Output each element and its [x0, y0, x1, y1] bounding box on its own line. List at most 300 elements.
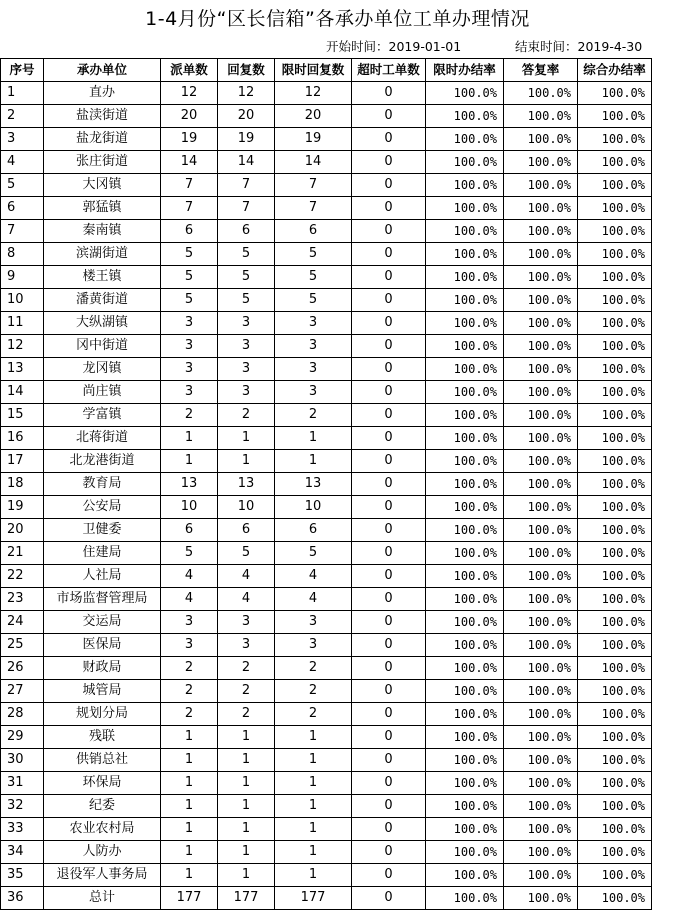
table-row: [1, 726, 652, 749]
cell-dispatched: 5: [161, 542, 218, 565]
cell-timely-replied: 177: [275, 887, 352, 910]
cell-replied: 20: [218, 105, 275, 128]
cell-timely-close-rate: 100.0%: [426, 82, 504, 105]
cell-reply-rate: 100.0%: [504, 634, 578, 657]
cell-overall-close-rate: 100.0%: [578, 174, 652, 197]
cell-replied: 5: [218, 266, 275, 289]
cell-reply-rate: 100.0%: [504, 795, 578, 818]
cell-reply-rate: 100.0%: [504, 703, 578, 726]
cell-overall-close-rate: 100.0%: [578, 680, 652, 703]
cell-timely-replied: 10: [275, 496, 352, 519]
cell-timely-replied: 1: [275, 450, 352, 473]
header-index: 序号: [1, 59, 44, 82]
cell-overall-close-rate: 100.0%: [578, 726, 652, 749]
cell-overdue: 0: [352, 82, 426, 105]
cell-timely-replied: 3: [275, 335, 352, 358]
cell-timely-replied: 3: [275, 358, 352, 381]
cell-overdue: 0: [352, 565, 426, 588]
cell-overall-close-rate: 100.0%: [578, 197, 652, 220]
table-row: [1, 450, 652, 473]
cell-overall-close-rate: 100.0%: [578, 818, 652, 841]
cell-timely-close-rate: 100.0%: [426, 611, 504, 634]
table-row: [1, 151, 652, 174]
cell-overall-close-rate: 100.0%: [578, 450, 652, 473]
cell-reply-rate: 100.0%: [504, 611, 578, 634]
cell-timely-close-rate: 100.0%: [426, 657, 504, 680]
header-replied: 回复数: [218, 59, 275, 82]
cell-overdue: 0: [352, 404, 426, 427]
cell-timely-replied: 5: [275, 266, 352, 289]
start-date-value: 2019-01-01: [388, 39, 462, 54]
cell-timely-replied: 3: [275, 634, 352, 657]
cell-timely-close-rate: 100.0%: [426, 634, 504, 657]
cell-overdue: 0: [352, 151, 426, 174]
cell-replied: 6: [218, 519, 275, 542]
cell-replied: 1: [218, 841, 275, 864]
cell-index: 11: [1, 312, 44, 335]
cell-dispatched: 4: [161, 588, 218, 611]
cell-unit: 规划分局: [44, 703, 161, 726]
table-row: [1, 887, 652, 910]
cell-dispatched: 3: [161, 381, 218, 404]
cell-replied: 1: [218, 864, 275, 887]
table-row: [1, 289, 652, 312]
cell-timely-close-rate: 100.0%: [426, 289, 504, 312]
cell-unit: 卫健委: [44, 519, 161, 542]
cell-dispatched: 5: [161, 266, 218, 289]
cell-overall-close-rate: 100.0%: [578, 335, 652, 358]
cell-timely-replied: 5: [275, 542, 352, 565]
cell-unit: 医保局: [44, 634, 161, 657]
cell-reply-rate: 100.0%: [504, 404, 578, 427]
cell-unit: 教育局: [44, 473, 161, 496]
cell-timely-close-rate: 100.0%: [426, 887, 504, 910]
cell-reply-rate: 100.0%: [504, 657, 578, 680]
cell-index: 8: [1, 243, 44, 266]
cell-overdue: 0: [352, 243, 426, 266]
cell-overall-close-rate: 100.0%: [578, 565, 652, 588]
cell-index: 33: [1, 818, 44, 841]
cell-timely-replied: 1: [275, 841, 352, 864]
cell-timely-replied: 13: [275, 473, 352, 496]
cell-overall-close-rate: 100.0%: [578, 427, 652, 450]
cell-timely-close-rate: 100.0%: [426, 772, 504, 795]
cell-dispatched: 14: [161, 151, 218, 174]
cell-overall-close-rate: 100.0%: [578, 519, 652, 542]
cell-replied: 3: [218, 335, 275, 358]
cell-index: 15: [1, 404, 44, 427]
cell-reply-rate: 100.0%: [504, 565, 578, 588]
cell-index: 17: [1, 450, 44, 473]
table-row: [1, 266, 652, 289]
cell-timely-replied: 20: [275, 105, 352, 128]
cell-timely-close-rate: 100.0%: [426, 818, 504, 841]
cell-overall-close-rate: 100.0%: [578, 657, 652, 680]
cell-unit: 秦南镇: [44, 220, 161, 243]
cell-index: 16: [1, 427, 44, 450]
cell-overall-close-rate: 100.0%: [578, 358, 652, 381]
cell-timely-replied: 1: [275, 427, 352, 450]
cell-dispatched: 3: [161, 611, 218, 634]
cell-overdue: 0: [352, 657, 426, 680]
cell-timely-close-rate: 100.0%: [426, 220, 504, 243]
cell-overdue: 0: [352, 772, 426, 795]
cell-dispatched: 3: [161, 312, 218, 335]
cell-unit: 退役军人事务局: [44, 864, 161, 887]
cell-index: 9: [1, 266, 44, 289]
table-row: [1, 565, 652, 588]
cell-unit: 大纵湖镇: [44, 312, 161, 335]
cell-index: 10: [1, 289, 44, 312]
cell-replied: 2: [218, 680, 275, 703]
cell-dispatched: 177: [161, 887, 218, 910]
cell-timely-close-rate: 100.0%: [426, 312, 504, 335]
cell-reply-rate: 100.0%: [504, 289, 578, 312]
cell-overdue: 0: [352, 887, 426, 910]
cell-overall-close-rate: 100.0%: [578, 795, 652, 818]
cell-dispatched: 19: [161, 128, 218, 151]
cell-index: 3: [1, 128, 44, 151]
cell-overall-close-rate: 100.0%: [578, 634, 652, 657]
cell-overdue: 0: [352, 197, 426, 220]
cell-replied: 3: [218, 611, 275, 634]
cell-timely-replied: 3: [275, 312, 352, 335]
cell-unit: 北蒋街道: [44, 427, 161, 450]
cell-unit: 大冈镇: [44, 174, 161, 197]
cell-reply-rate: 100.0%: [504, 128, 578, 151]
cell-reply-rate: 100.0%: [504, 381, 578, 404]
table-row: [1, 82, 652, 105]
cell-unit: 残联: [44, 726, 161, 749]
cell-replied: 1: [218, 772, 275, 795]
cell-replied: 7: [218, 197, 275, 220]
table-row: [1, 611, 652, 634]
cell-index: 23: [1, 588, 44, 611]
cell-timely-close-rate: 100.0%: [426, 496, 504, 519]
cell-replied: 3: [218, 381, 275, 404]
cell-reply-rate: 100.0%: [504, 726, 578, 749]
cell-timely-replied: 6: [275, 519, 352, 542]
cell-timely-replied: 5: [275, 243, 352, 266]
cell-replied: 7: [218, 174, 275, 197]
cell-timely-close-rate: 100.0%: [426, 841, 504, 864]
cell-timely-close-rate: 100.0%: [426, 151, 504, 174]
table-row: [1, 588, 652, 611]
cell-overdue: 0: [352, 841, 426, 864]
header-unit: 承办单位: [44, 59, 161, 82]
cell-dispatched: 3: [161, 335, 218, 358]
cell-overdue: 0: [352, 818, 426, 841]
table-row: [1, 358, 652, 381]
header-overall-close-rate: 综合办结率: [578, 59, 652, 82]
table-row: [1, 404, 652, 427]
cell-timely-close-rate: 100.0%: [426, 795, 504, 818]
cell-timely-close-rate: 100.0%: [426, 726, 504, 749]
cell-overdue: 0: [352, 450, 426, 473]
cell-index: 21: [1, 542, 44, 565]
cell-reply-rate: 100.0%: [504, 105, 578, 128]
cell-reply-rate: 100.0%: [504, 174, 578, 197]
cell-timely-replied: 5: [275, 289, 352, 312]
cell-overdue: 0: [352, 496, 426, 519]
cell-unit: 滨湖街道: [44, 243, 161, 266]
cell-dispatched: 12: [161, 82, 218, 105]
cell-unit: 财政局: [44, 657, 161, 680]
cell-replied: 6: [218, 220, 275, 243]
cell-overall-close-rate: 100.0%: [578, 588, 652, 611]
cell-replied: 5: [218, 289, 275, 312]
cell-overdue: 0: [352, 634, 426, 657]
cell-overdue: 0: [352, 289, 426, 312]
cell-unit: 供销总社: [44, 749, 161, 772]
cell-replied: 1: [218, 726, 275, 749]
cell-timely-replied: 7: [275, 174, 352, 197]
cell-overdue: 0: [352, 749, 426, 772]
cell-unit: 盐渎街道: [44, 105, 161, 128]
header-reply-rate: 答复率: [504, 59, 578, 82]
header-timely-close-rate: 限时办结率: [426, 59, 504, 82]
cell-unit: 张庄街道: [44, 151, 161, 174]
cell-timely-close-rate: 100.0%: [426, 105, 504, 128]
cell-dispatched: 1: [161, 841, 218, 864]
cell-unit: 人防办: [44, 841, 161, 864]
table-row: [1, 864, 652, 887]
cell-timely-close-rate: 100.0%: [426, 565, 504, 588]
cell-unit: 冈中街道: [44, 335, 161, 358]
cell-dispatched: 4: [161, 565, 218, 588]
cell-timely-replied: 1: [275, 818, 352, 841]
table-row: [1, 841, 652, 864]
start-date-line: [326, 37, 461, 57]
cell-index: 29: [1, 726, 44, 749]
cell-timely-close-rate: 100.0%: [426, 404, 504, 427]
table-row: [1, 473, 652, 496]
cell-reply-rate: 100.0%: [504, 496, 578, 519]
cell-overdue: 0: [352, 381, 426, 404]
cell-overall-close-rate: 100.0%: [578, 473, 652, 496]
table-row: [1, 105, 652, 128]
cell-index: 35: [1, 864, 44, 887]
table-row: [1, 519, 652, 542]
cell-dispatched: 1: [161, 864, 218, 887]
cell-index: 7: [1, 220, 44, 243]
cell-index: 20: [1, 519, 44, 542]
cell-timely-replied: 6: [275, 220, 352, 243]
cell-timely-close-rate: 100.0%: [426, 450, 504, 473]
cell-dispatched: 1: [161, 818, 218, 841]
table-row: [1, 680, 652, 703]
work-order-table: [0, 58, 652, 910]
cell-dispatched: 1: [161, 726, 218, 749]
cell-unit: 楼王镇: [44, 266, 161, 289]
cell-reply-rate: 100.0%: [504, 312, 578, 335]
cell-reply-rate: 100.0%: [504, 542, 578, 565]
cell-overall-close-rate: 100.0%: [578, 404, 652, 427]
cell-dispatched: 6: [161, 519, 218, 542]
cell-overdue: 0: [352, 680, 426, 703]
cell-overall-close-rate: 100.0%: [578, 864, 652, 887]
cell-dispatched: 3: [161, 358, 218, 381]
cell-timely-replied: 2: [275, 680, 352, 703]
table-row: [1, 427, 652, 450]
cell-replied: 3: [218, 358, 275, 381]
cell-overall-close-rate: 100.0%: [578, 243, 652, 266]
cell-unit: 人社局: [44, 565, 161, 588]
cell-index: 26: [1, 657, 44, 680]
cell-dispatched: 3: [161, 634, 218, 657]
cell-timely-close-rate: 100.0%: [426, 864, 504, 887]
cell-dispatched: 2: [161, 680, 218, 703]
cell-unit: 龙冈镇: [44, 358, 161, 381]
cell-unit: 郭猛镇: [44, 197, 161, 220]
cell-index: 28: [1, 703, 44, 726]
cell-unit: 纪委: [44, 795, 161, 818]
cell-timely-close-rate: 100.0%: [426, 335, 504, 358]
cell-dispatched: 2: [161, 657, 218, 680]
table-row: [1, 795, 652, 818]
cell-timely-close-rate: 100.0%: [426, 197, 504, 220]
cell-overall-close-rate: 100.0%: [578, 289, 652, 312]
table-body: [1, 82, 652, 910]
cell-index: 34: [1, 841, 44, 864]
cell-overall-close-rate: 100.0%: [578, 105, 652, 128]
cell-index: 32: [1, 795, 44, 818]
cell-replied: 3: [218, 312, 275, 335]
cell-dispatched: 5: [161, 289, 218, 312]
cell-replied: 10: [218, 496, 275, 519]
cell-overdue: 0: [352, 335, 426, 358]
cell-overall-close-rate: 100.0%: [578, 151, 652, 174]
cell-timely-replied: 19: [275, 128, 352, 151]
cell-overdue: 0: [352, 795, 426, 818]
table-row: [1, 312, 652, 335]
table-row: [1, 634, 652, 657]
cell-replied: 2: [218, 404, 275, 427]
cell-index: 30: [1, 749, 44, 772]
cell-timely-close-rate: 100.0%: [426, 703, 504, 726]
cell-replied: 1: [218, 818, 275, 841]
cell-replied: 13: [218, 473, 275, 496]
cell-reply-rate: 100.0%: [504, 519, 578, 542]
cell-replied: 1: [218, 450, 275, 473]
cell-timely-close-rate: 100.0%: [426, 381, 504, 404]
table-row: [1, 381, 652, 404]
cell-unit: 潘黄街道: [44, 289, 161, 312]
cell-unit: 学富镇: [44, 404, 161, 427]
cell-timely-replied: 2: [275, 404, 352, 427]
cell-reply-rate: 100.0%: [504, 680, 578, 703]
cell-timely-replied: 1: [275, 726, 352, 749]
cell-replied: 2: [218, 657, 275, 680]
cell-overdue: 0: [352, 220, 426, 243]
cell-overdue: 0: [352, 473, 426, 496]
cell-reply-rate: 100.0%: [504, 266, 578, 289]
cell-replied: 1: [218, 749, 275, 772]
table-row: [1, 220, 652, 243]
cell-overall-close-rate: 100.0%: [578, 749, 652, 772]
cell-timely-close-rate: 100.0%: [426, 174, 504, 197]
cell-timely-replied: 14: [275, 151, 352, 174]
header-dispatched: 派单数: [161, 59, 218, 82]
cell-overdue: 0: [352, 128, 426, 151]
cell-unit: 尚庄镇: [44, 381, 161, 404]
table-row: [1, 818, 652, 841]
cell-overdue: 0: [352, 174, 426, 197]
cell-dispatched: 1: [161, 749, 218, 772]
cell-reply-rate: 100.0%: [504, 772, 578, 795]
cell-overdue: 0: [352, 358, 426, 381]
cell-index: 36: [1, 887, 44, 910]
cell-reply-rate: 100.0%: [504, 358, 578, 381]
cell-overdue: 0: [352, 312, 426, 335]
cell-replied: 2: [218, 703, 275, 726]
cell-timely-close-rate: 100.0%: [426, 680, 504, 703]
cell-overall-close-rate: 100.0%: [578, 611, 652, 634]
cell-dispatched: 1: [161, 795, 218, 818]
cell-replied: 19: [218, 128, 275, 151]
cell-dispatched: 2: [161, 703, 218, 726]
table-row: [1, 243, 652, 266]
cell-overall-close-rate: 100.0%: [578, 128, 652, 151]
start-date-label: 开始时间：: [326, 39, 389, 54]
cell-overdue: 0: [352, 542, 426, 565]
cell-overdue: 0: [352, 105, 426, 128]
cell-index: 1: [1, 82, 44, 105]
cell-reply-rate: 100.0%: [504, 841, 578, 864]
cell-reply-rate: 100.0%: [504, 864, 578, 887]
cell-timely-replied: 12: [275, 82, 352, 105]
cell-replied: 5: [218, 243, 275, 266]
table-header-row: [1, 59, 652, 82]
cell-reply-rate: 100.0%: [504, 450, 578, 473]
cell-unit: 盐龙街道: [44, 128, 161, 151]
cell-timely-replied: 3: [275, 611, 352, 634]
table-row: [1, 128, 652, 151]
cell-dispatched: 1: [161, 450, 218, 473]
cell-index: 13: [1, 358, 44, 381]
cell-index: 2: [1, 105, 44, 128]
cell-reply-rate: 100.0%: [504, 588, 578, 611]
cell-replied: 12: [218, 82, 275, 105]
cell-timely-close-rate: 100.0%: [426, 358, 504, 381]
end-date-value: 2019-4-30: [577, 39, 643, 54]
cell-reply-rate: 100.0%: [504, 82, 578, 105]
cell-timely-close-rate: 100.0%: [426, 519, 504, 542]
cell-timely-close-rate: 100.0%: [426, 473, 504, 496]
cell-replied: 3: [218, 634, 275, 657]
cell-unit: 直办: [44, 82, 161, 105]
table-row: [1, 335, 652, 358]
cell-timely-replied: 7: [275, 197, 352, 220]
cell-timely-replied: 4: [275, 588, 352, 611]
cell-dispatched: 1: [161, 772, 218, 795]
cell-index: 24: [1, 611, 44, 634]
cell-timely-close-rate: 100.0%: [426, 749, 504, 772]
cell-overdue: 0: [352, 864, 426, 887]
cell-replied: 1: [218, 795, 275, 818]
cell-overdue: 0: [352, 519, 426, 542]
cell-index: 6: [1, 197, 44, 220]
cell-overall-close-rate: 100.0%: [578, 887, 652, 910]
cell-dispatched: 20: [161, 105, 218, 128]
cell-dispatched: 10: [161, 496, 218, 519]
cell-reply-rate: 100.0%: [504, 335, 578, 358]
end-date-line: [515, 37, 642, 57]
cell-overall-close-rate: 100.0%: [578, 772, 652, 795]
cell-reply-rate: 100.0%: [504, 749, 578, 772]
cell-index: 14: [1, 381, 44, 404]
cell-timely-close-rate: 100.0%: [426, 427, 504, 450]
